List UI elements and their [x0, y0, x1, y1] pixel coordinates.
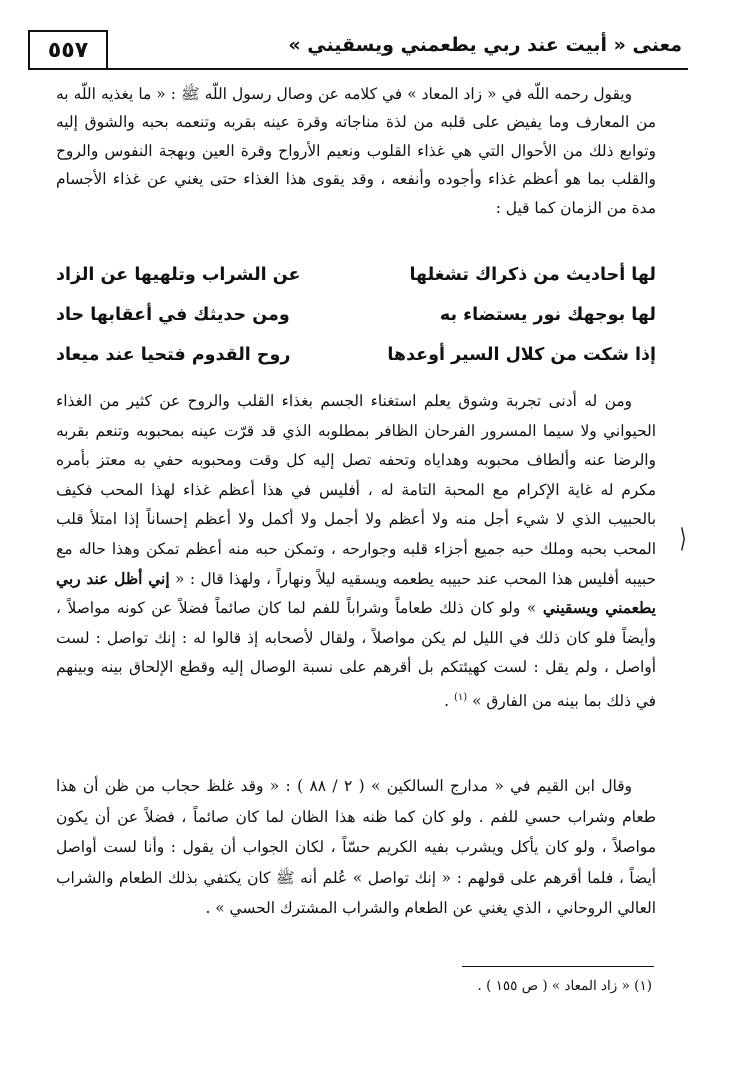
header-rule: [28, 68, 688, 70]
page-number: ٥٥٧: [28, 30, 108, 68]
verse-second-hemistich: روح القدوم فتحيا عند ميعاد: [56, 345, 291, 365]
paragraph-text: ومن له أدنى تجربة وشوق يعلم استغناء الجسم بغذاء القلب والروح عن كثير من الغذاء الحيواني ولا سيما المسرور الفرحان الظافر بمطلوبه الذي قد قرّت عينه بمحبوبه وتنعم بقربه والرضا عنه وألطاف محبوبه وهداياه وتحفه تصل إليه كل وقت ومحبوبه حفي به معتز بأمره مكرم له غاية الإكرام مع المحبة التامة له ، أفليس في هذا أعظم غذاء لهذا المحب فكيف بالحبيب الذي لا شيء أجل منه ولا أعظم ولا أجمل ولا أكمل ولا أعظم إحساناً إذا امتلأ قلب المحب بحبه وملك حبه جميع أجزاء قلبه وجوارحه ، وتمكن حبه منه أعظم تمكن وهذا حاله مع حبيبه أفليس هذا المحب عند حبيبه يطعمه ويسقيه ليلاً ونهاراً ، ولهذا قال : « إني أظل عند ربي يطعمني ويسقيني » ولو كان ذلك طعاماً وشراباً للفم لما كان صائماً فضلاً عن كونه مواصلاً ، وأيضاً فلو كان ذلك في الليل لم يكن مواصلاً ، ولقال لأصحابه إذ قالوا له : إنك تواصل : لست أواصل ، ولم يقل : لست كهيئتكم بل أقرهم على نسبة الوصال إليه وقطع الإلحاق بينه وبينهم في ذلك بما بينه من الفارق » $^{(١)}$ .: [56, 392, 656, 711]
paragraph-text: وقال ابن القيم في « مدارج السالكين » ( ٢ / ٨٨ ) : « وقد غلظ حجاب من ظن أن هذا طعام وشراب حسي للفم . ولو كان كما ظنه هذا الظان لما كان صائماً ، فضلاً عن أن يكون مواصلاً ، ولو كان يأكل ويشرب بفيه الكريم حسّاً ، لكان الجواب أن يقول : وأنا لست أواصل أيضاً ، فلما أقرهم على قولهم : « إنك تواصل » عُلم أنه ﷺ كان يكتفي بذلك الطعام والشراب العالي الروحاني ، الذي يغني عن الطعام والشراب المشترك الحسي » .: [56, 777, 656, 917]
verse-second-hemistich: ومن حديثك في أعقابها حاد: [56, 305, 290, 325]
poem-verse: [56, 335, 656, 375]
margin-bracket-mark: ⟩: [679, 524, 687, 554]
running-title: معنى « أبيت عند ربي يطعمني ويسقيني »: [288, 34, 682, 56]
verse-first-hemistich: لها أحاديث من ذكراك تشغلها: [409, 265, 656, 285]
paragraph-zad-al-maad: [56, 80, 656, 222]
verse-first-hemistich: لها بوجهك نور يستضاء به: [439, 305, 656, 325]
poem-verse: [56, 295, 656, 335]
paragraph-text-part: ومن له أدنى تجربة وشوق يعلم استغناء الجسم بغذاء القلب والروح عن كثير من الغذاء الحيواني ولا سيما المسرور الفرحان الظافر بمطلوبه الذي قد قرّت عينه بمحبوبه وتنعم بقربه والرضا عنه وألطاف محبوبه وهداياه وتحفه تصل إليه كل وقت ومحبوبه حفي به معتز بأمره مكرم له غاية الإكرام مع المحبة التامة له ، أفليس في هذا أعظم غذاء لهذا المحب فكيف بالحبيب الذي لا شيء أجل منه ولا أعظم ولا أجمل ولا أكمل ولا أعظم إحساناً إذا امتلأ قلب المحب بحبه وملك حبه جميع أجزاء قلبه وجوارحه ، وتمكن حبه منه أعظم تمكن وهذا حاله مع حبيبه أفليس هذا المحب عند حبيبه يطعمه ويسقيه ليلاً ونهاراً ، ولهذا قال : «: [56, 392, 656, 588]
footnote-separator: [462, 966, 654, 967]
poem: [56, 255, 656, 375]
page-header: [28, 30, 688, 70]
poem-verse: [56, 255, 656, 295]
verse-second-hemistich: عن الشراب وتلهيها عن الزاد: [56, 265, 301, 285]
hadith-quote: إني أظل عند ربي يطعمني ويسقيني: [56, 569, 656, 618]
verse-first-hemistich: إذا شكت من كلال السير أوعدها: [387, 345, 656, 365]
paragraph-text-part: » ولو كان ذلك طعاماً وشراباً للفم لما كان صائماً فضلاً عن كونه مواصلاً ، وأيضاً فلو كان ذلك في الليل لم يكن مواصلاً ، ولقال لأصحابه إذ قالوا له : إنك تواصل : لست أواصل ، ولم يقل : لست كهيئتكم بل أقرهم على نسبة الوصال إليه وقطع الإلحاق بينه وبينهم في ذلك بما بينه من الفارق »: [56, 599, 656, 711]
paragraph-experience: [56, 387, 656, 717]
footnote-reference[interactable]: (١): [453, 691, 468, 703]
paragraph-text: ويقول رحمه اللّه في « زاد المعاد » في كلامه عن وصال رسول اللّه ﷺ : « ما يغذيه اللّه به من المعارف وما يفيض على قلبه من لذة مناجاته وقرة عينه بقربه وتنعمه بحبه والشوق إليه وتوابع ذلك من الأحوال التي هي غذاء القلوب ونعيم الأرواح وقرة العين وبهجة النفوس والروح والقلب بما هو أعظم غذاء وأجوده وأنفعه ، وقد يقوى هذا الغذاء حتى يغني عن غذاء الأجسام مدة من الزمان كما قيل :: [56, 85, 656, 217]
paragraph-madarij: [56, 771, 656, 924]
footnote: (١) « زاد المعاد » ( ص ١٥٥ ) .: [477, 978, 652, 994]
